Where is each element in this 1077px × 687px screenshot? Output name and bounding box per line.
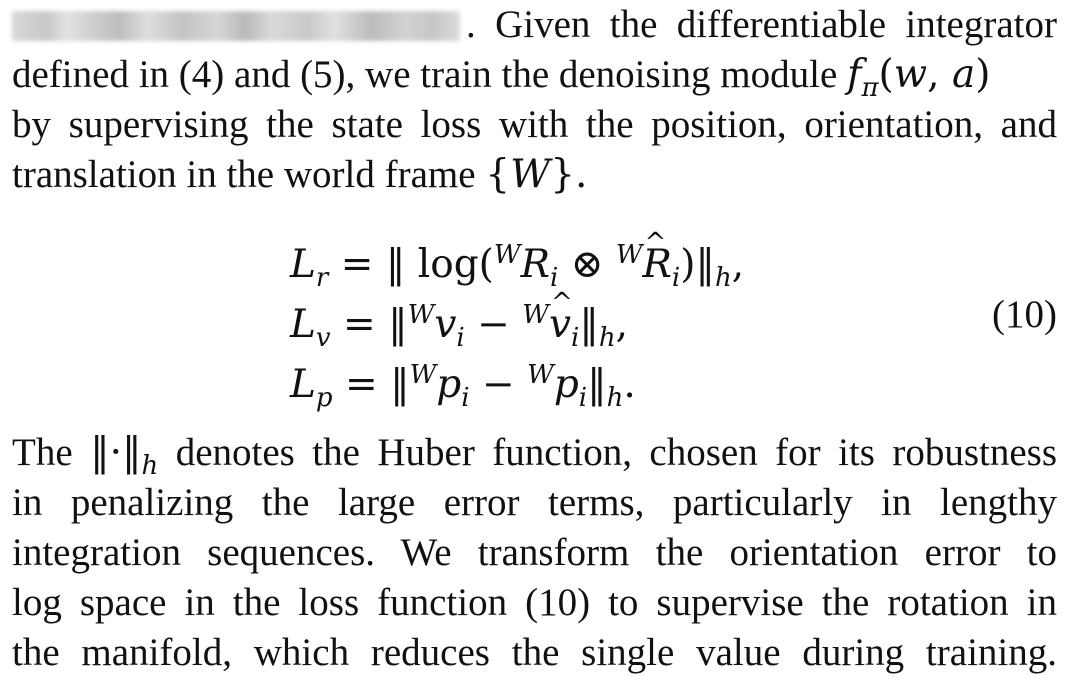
p1-line4-text: translation in the world frame [12, 153, 476, 196]
p2-line2-text: in penalizing the large error terms, particularly in lengthy [12, 481, 1057, 524]
p2-line4-text: log space in the loss function (10) to supervise the rotation in [12, 581, 1057, 624]
p2-line1-pre: The [12, 431, 73, 474]
paragraph-1-line-4 [12, 150, 1057, 200]
equation-row-position: $L_p$ = $‖^Wp_i$ − $^Wp_i‖_h$. [290, 360, 636, 413]
p1-line1-text: . Given the differentiable integrator [466, 3, 1057, 46]
p1-line2-text: defined in (4) and (5), we train the denoising module [12, 53, 838, 96]
p2-line3-text: integration sequences. We transform the orientation error to [12, 531, 1057, 574]
p2-line5-text: the manifold, which reduces the single value during training. [12, 631, 1057, 674]
paragraph-2-line-2 [12, 478, 1057, 528]
equation-row-rotation: $L_r$ = ‖ $\log(^WR_i$ ⊗ $^W$^ $R_i)‖_h$, [290, 230, 744, 303]
paragraph-2-line-5 [12, 628, 1057, 678]
paragraph-2-line-3 [12, 528, 1057, 578]
equation-number: (10) [992, 293, 1057, 336]
p1-line2-math: $f_\pi(w$, a) [847, 52, 991, 103]
paragraph-1-line-1 [12, 0, 1057, 50]
p1-line4-math: {W}. [485, 152, 588, 197]
paragraph-1-line-3 [12, 100, 1057, 150]
p2-line1-post: denotes the Huber function, chosen for its robustness [175, 431, 1058, 474]
paragraph-2-line-4 [12, 578, 1057, 628]
equation-row-velocity: $L_v$ = $‖^Wv_i$ − $^W$^ $v_i‖_h$, [290, 290, 628, 363]
p2-line1-math: $‖\cdot‖_h$ [90, 430, 159, 481]
redacted-text [12, 11, 460, 41]
p1-line3-text: by supervising the state loss with the position, orientation, and [12, 103, 1057, 146]
